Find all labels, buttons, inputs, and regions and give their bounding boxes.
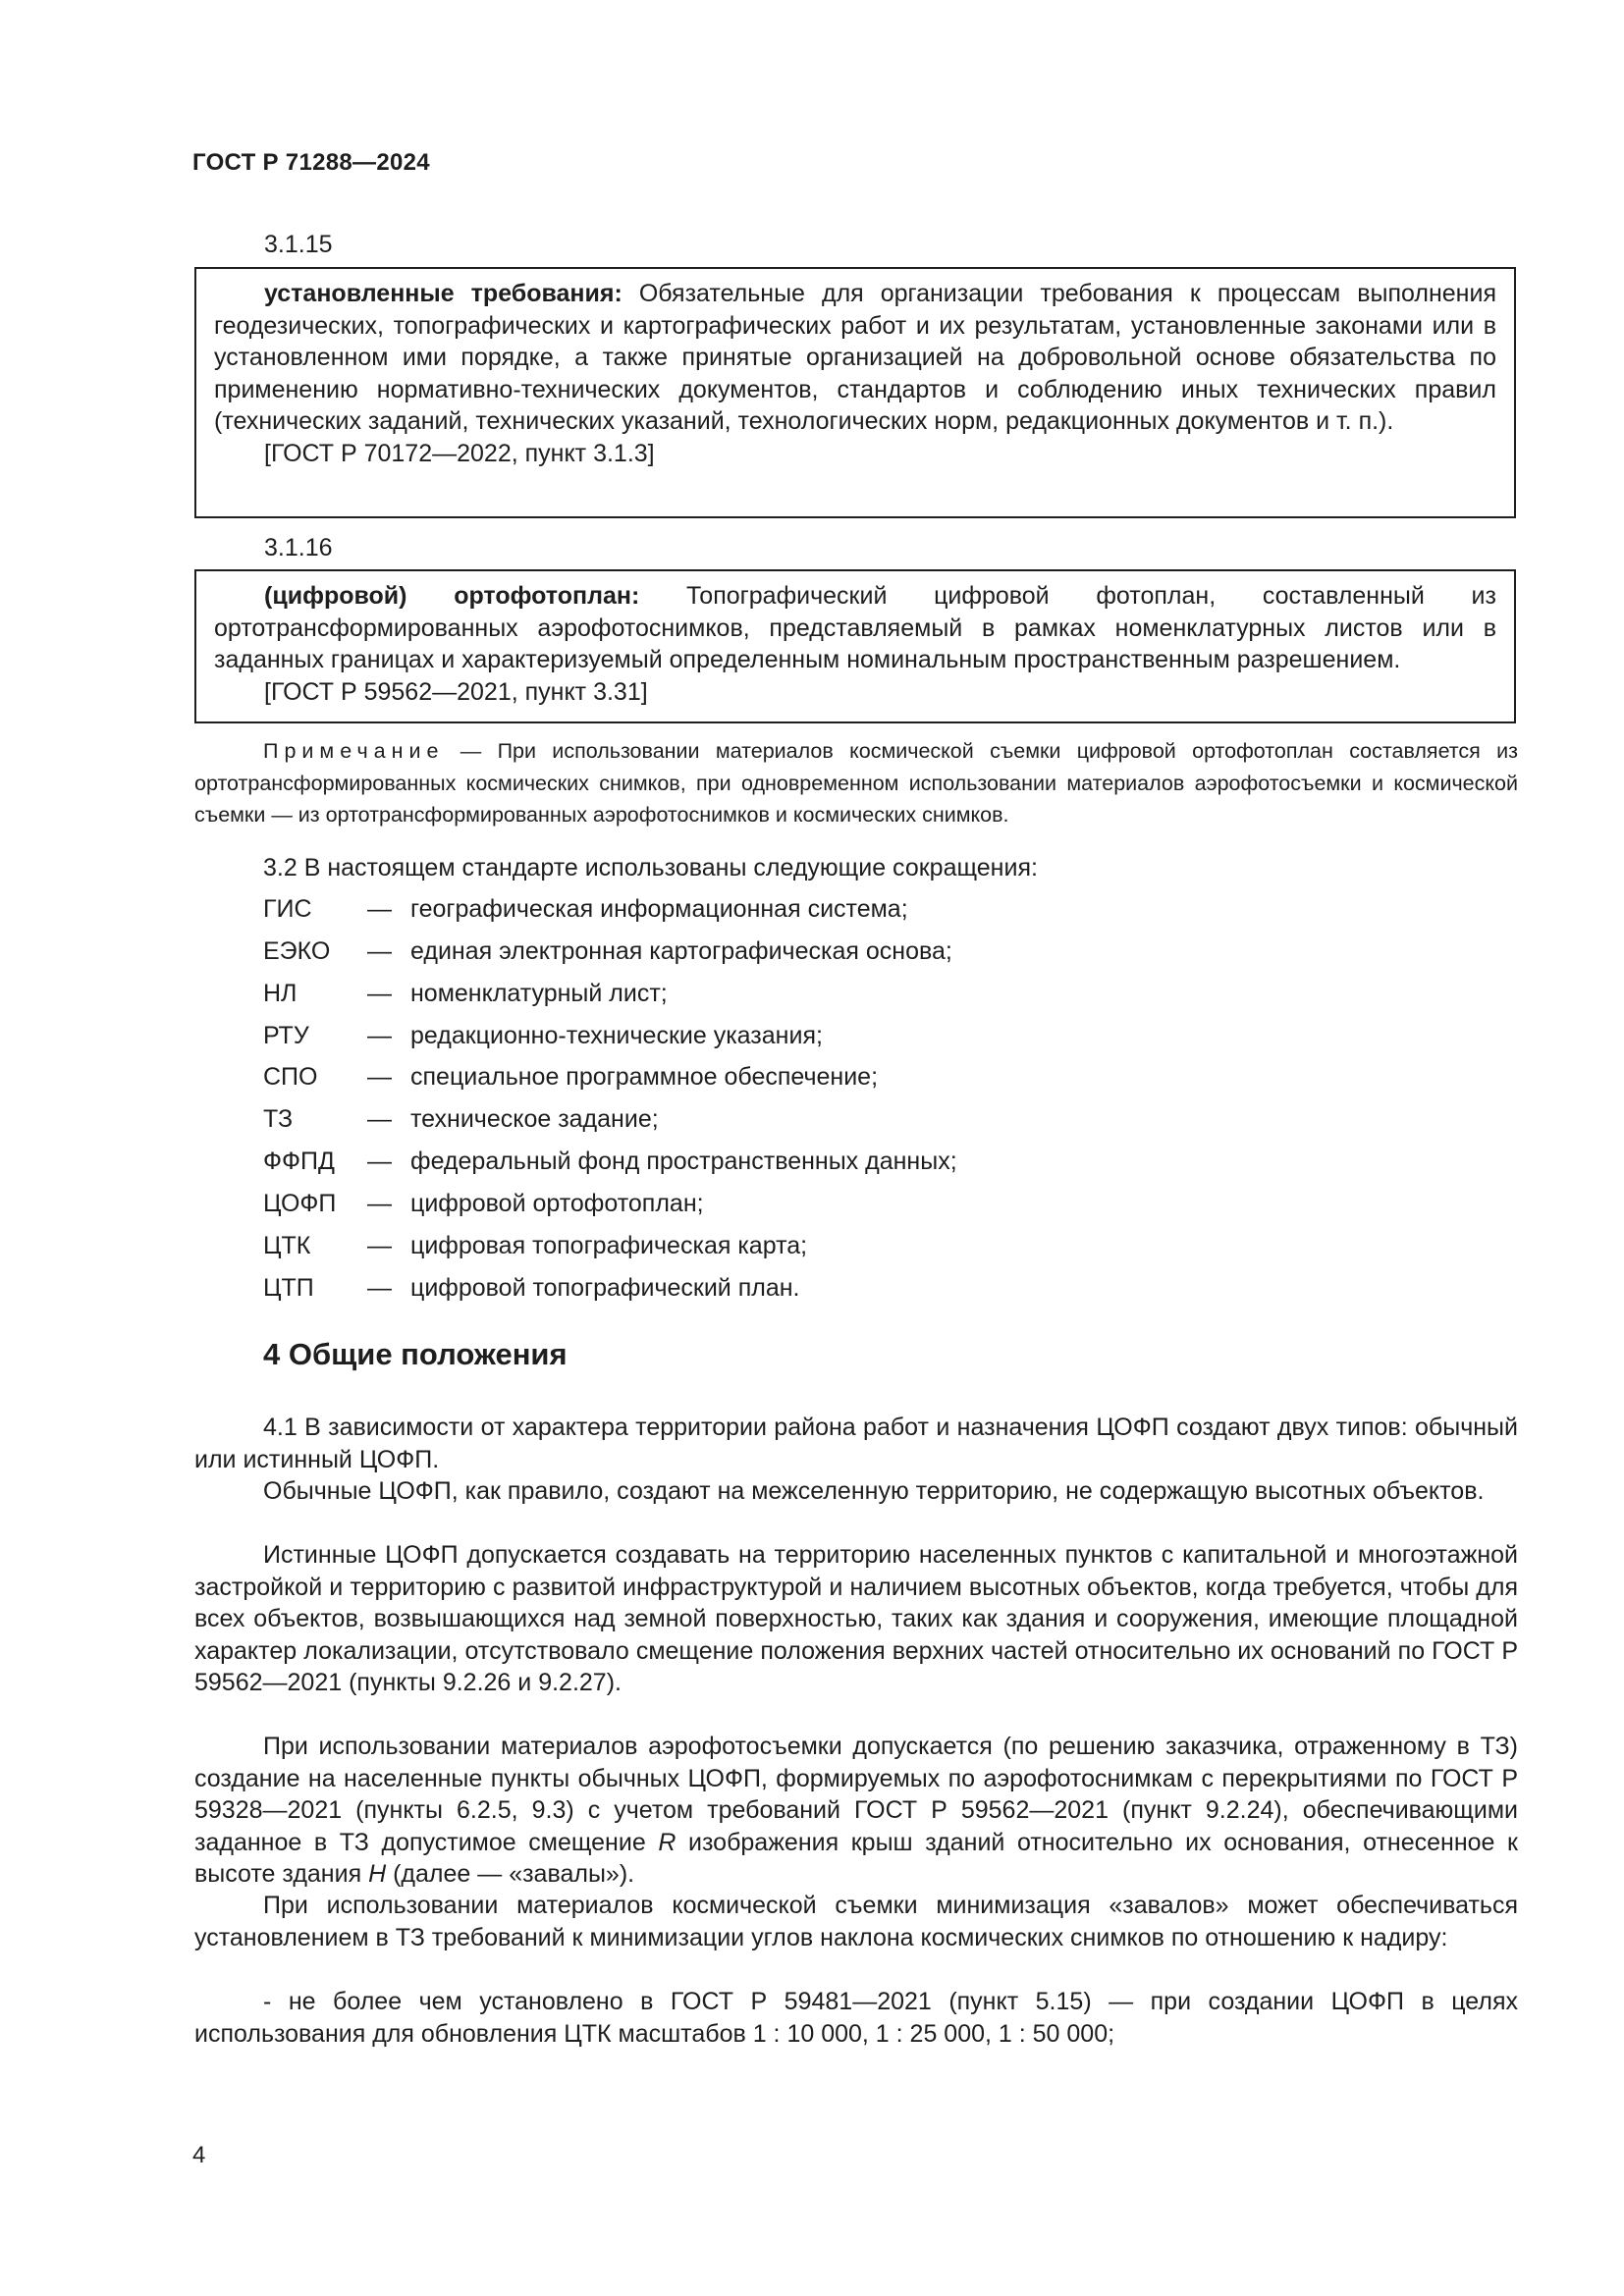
list-item: ТЗ — техническое задание; (263, 1105, 659, 1133)
note-text: — При использовании материалов космической съемки цифровой ортофотоплан составляется из ортотрансформированных космических снимков, при одновременном использовании материалов аэрофотосъемки и космической съемки — из ортотрансформированных аэрофотоснимков и космических снимков. (194, 739, 1518, 827)
section-3-2-intro: 3.2 В настоящем стандарте использованы следующие сокращения: (263, 854, 1038, 881)
list-item: ФФПД — федеральный фонд пространственных данных; (263, 1148, 957, 1175)
paragraph: При использовании материалов аэрофотосъемки допускается (по решению заказчика, отраженному в ТЗ) создание на населенные пункты обычных ЦОФП, формируемых по аэрофотоснимкам с перекрытиями по ГОСТ Р 59328—2021 (пункты 6.2.5, 9.3) с учетом требований ГОСТ Р 59562—2021 (пункт 9.2.24), обеспечивающими заданное в ТЗ допустимое смещение R изображения крыш зданий относительно их основания, отнесенное к высоте здания H (далее — «завалы»). (194, 1733, 1518, 1888)
term-title: установленные требования: (264, 280, 623, 307)
list-item: ЦОФП — цифровой ортофотоплан; (263, 1190, 704, 1217)
term-number-3-1-15: 3.1.15 (264, 231, 333, 258)
term-text: Топографический цифровой фотоплан, составленный из ортотрансформированных аэрофотоснимков, представляемый в рамках номенклатурных листов или в заданных границах и характеризуемый определенным номинальным пространственным разрешением. (214, 582, 1496, 673)
term-title: (цифровой) ортофотоплан: (264, 582, 640, 610)
list-item: НЛ — номенклатурный лист; (263, 980, 668, 1007)
paragraph: При использовании материалов космической съемки минимизация «завалов» может обеспечиваться установлением в ТЗ требований к минимизации углов наклона космических снимков по отношению к надиру: (194, 1892, 1518, 1951)
page-number: 4 (192, 2142, 206, 2168)
term-definition-3-1-16 (214, 580, 1496, 676)
term-number-3-1-16: 3.1.16 (264, 534, 333, 561)
paragraph: Истинные ЦОФП допускается создавать на территорию населенных пунктов с капитальной и многоэтажной застройкой и территорию с развитой инфраструктурой и наличием высотных объектов, когда требуется, чтобы для всех объектов, возвышающихся над земной поверхностью, таких как здания и сооружения, имеющие площадной характер локализации, отсутствовало смещение положения верхних частей относительно их оснований по ГОСТ Р 59562—2021 (пункты 9.2.26 и 9.2.27). (194, 1541, 1518, 1696)
paragraph: - не более чем установлено в ГОСТ Р 59481—2021 (пункт 5.15) — при создании ЦОФП в целях использования для обновления ЦТК масштабов 1 : 10 000, 1 : 25 000, 1 : 50 000; (194, 1988, 1518, 2048)
section-heading: 4 Общие положения (263, 1337, 568, 1371)
list-item: ЦТК — цифровая топографическая карта; (263, 1232, 808, 1259)
list-item: РТУ — редакционно-технические указания; (263, 1022, 823, 1049)
note-paragraph (194, 735, 1518, 831)
document-header: ГОСТ Р 71288—2024 (192, 149, 430, 176)
list-item: ГИС — географическая информационная система; (263, 895, 908, 923)
paragraph-4-1: 4.1 В зависимости от характера территории района работ и назначения ЦОФП создают двух типов: обычный или истинный ЦОФП. (194, 1414, 1518, 1473)
list-item: СПО — специальное программное обеспечение; (263, 1063, 879, 1091)
term-box-3-1-15 (194, 267, 1516, 518)
term-source: [ГОСТ Р 59562—2021, пункт 3.31] (264, 677, 648, 706)
paragraph: Обычные ЦОФП, как правило, создают на межселенную территорию, не содержащую высотных объектов. (263, 1477, 1485, 1505)
list-item: ЦТП — цифровой топографический план. (263, 1274, 800, 1302)
note-label: Примечание (263, 739, 445, 763)
list-item: ЕЭКО — единая электронная картографическая основа; (263, 937, 952, 965)
term-definition-3-1-15 (214, 278, 1496, 438)
term-text: Обязательные для организации требования к процессам выполнения геодезических, топографических и картографических работ и их результатам, установленные законами или в установленном ими порядке, а также принятые организацией на добровольной основе обязательства по применению нормативно-технических документов, стандартов и соблюдению иных технических правил (технических заданий, технических указаний, технологических норм, редакционных документов и т. п.). (214, 280, 1496, 435)
term-box-3-1-16 (194, 569, 1516, 723)
term-source: [ГОСТ Р 70172—2022, пункт 3.1.3] (264, 439, 655, 467)
